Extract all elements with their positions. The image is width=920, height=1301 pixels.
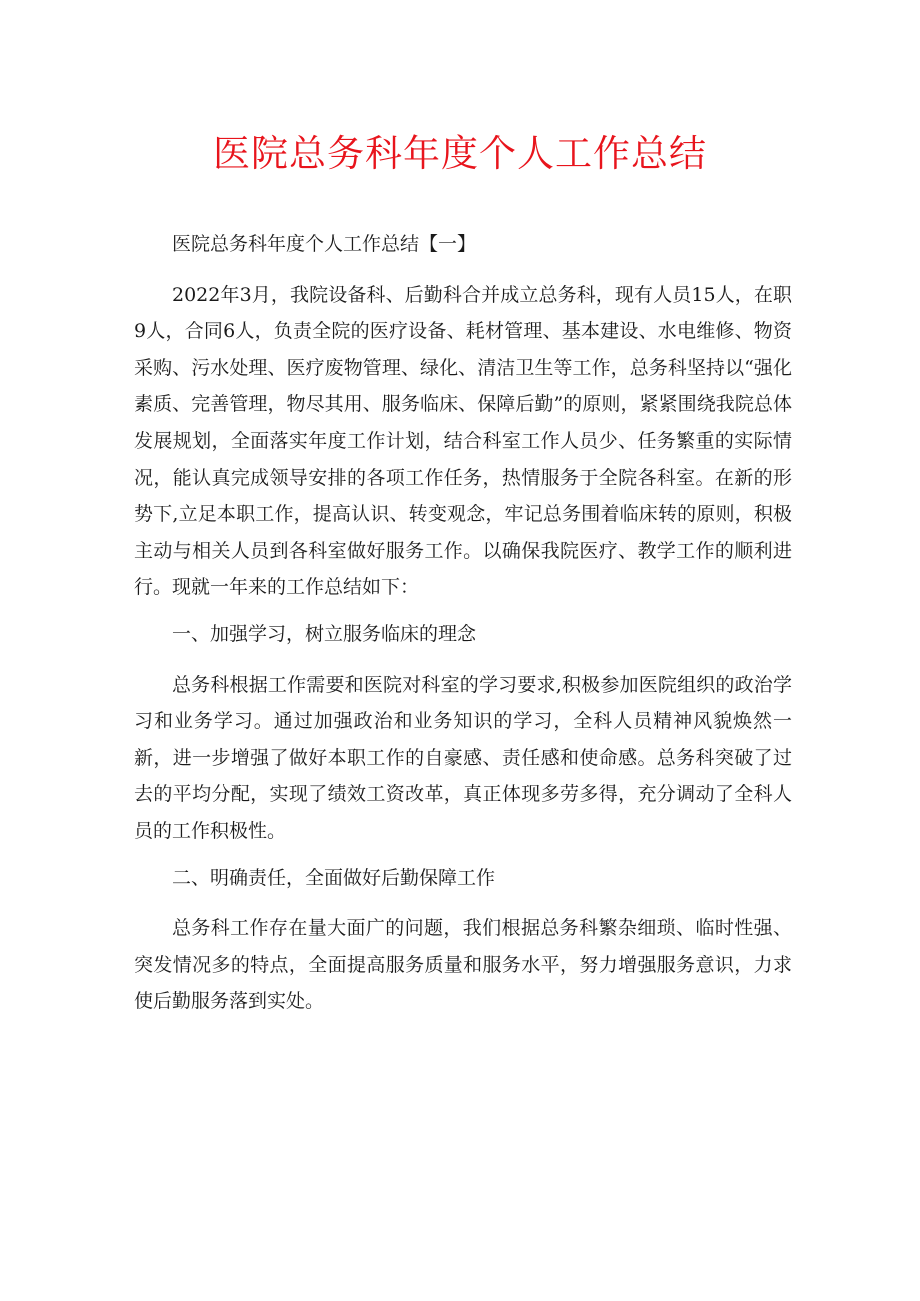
document-title: 医院总务科年度个人工作总结 [213, 132, 707, 175]
body-paragraph: 总务科根据工作需要和医院对科室的学习要求,积极参加医院组织的政治学习和业务学习。通过加强政治和业务知识的学习，全科人员精神风貌焕然一新，进一步增强了做好本职工作的自豪感、责任感和使命感。总务科突破了过去的平均分配，实现了绩效工资改革，真正体现多劳多得，充分调动了全科人员的工作积极性。 [134, 673, 792, 842]
body-paragraph: 2022年3月，我院设备科、后勤科合并成立总务科，现有人员15人，在职9人，合同6人，负责全院的医疗设备、耗材管理、基本建设、水电维修、物资采购、污水处理、医疗废物管理、绿化、清洁卫生等工作，总务科坚持以“强化素质、完善管理，物尽其用、服务临床、保障后勤”的原则，紧紧围绕我院总体发展规划，全面落实年度工作计划，结合科室工作人员少、任务繁重的实际情况，能认真完成领导安排的各项工作任务，热情服务于全院各科室。在新的形势下,立足本职工作，提高认识、转变观念，牢记总务围着临床转的原则，积极主动与相关人员到各科室做好服务工作。以确保我院医疗、教学工作的顺利进行。现就一年来的工作总结如下： [134, 283, 792, 599]
section-heading: 医院总务科年度个人工作总结【一】 [172, 233, 477, 255]
section-heading: 一、加强学习，树立服务临床的理念 [172, 622, 477, 645]
document-body [134, 226, 792, 1030]
section-heading: 二、明确责任，全面做好后勤保障工作 [172, 866, 496, 889]
body-paragraph: 总务科工作存在量大面广的问题，我们根据总务科繁杂细琐、临时性强、突发情况多的特点，全面提高服务质量和服务水平，努力增强服务意识，力求使后勤服务落到实处。 [134, 917, 792, 1013]
